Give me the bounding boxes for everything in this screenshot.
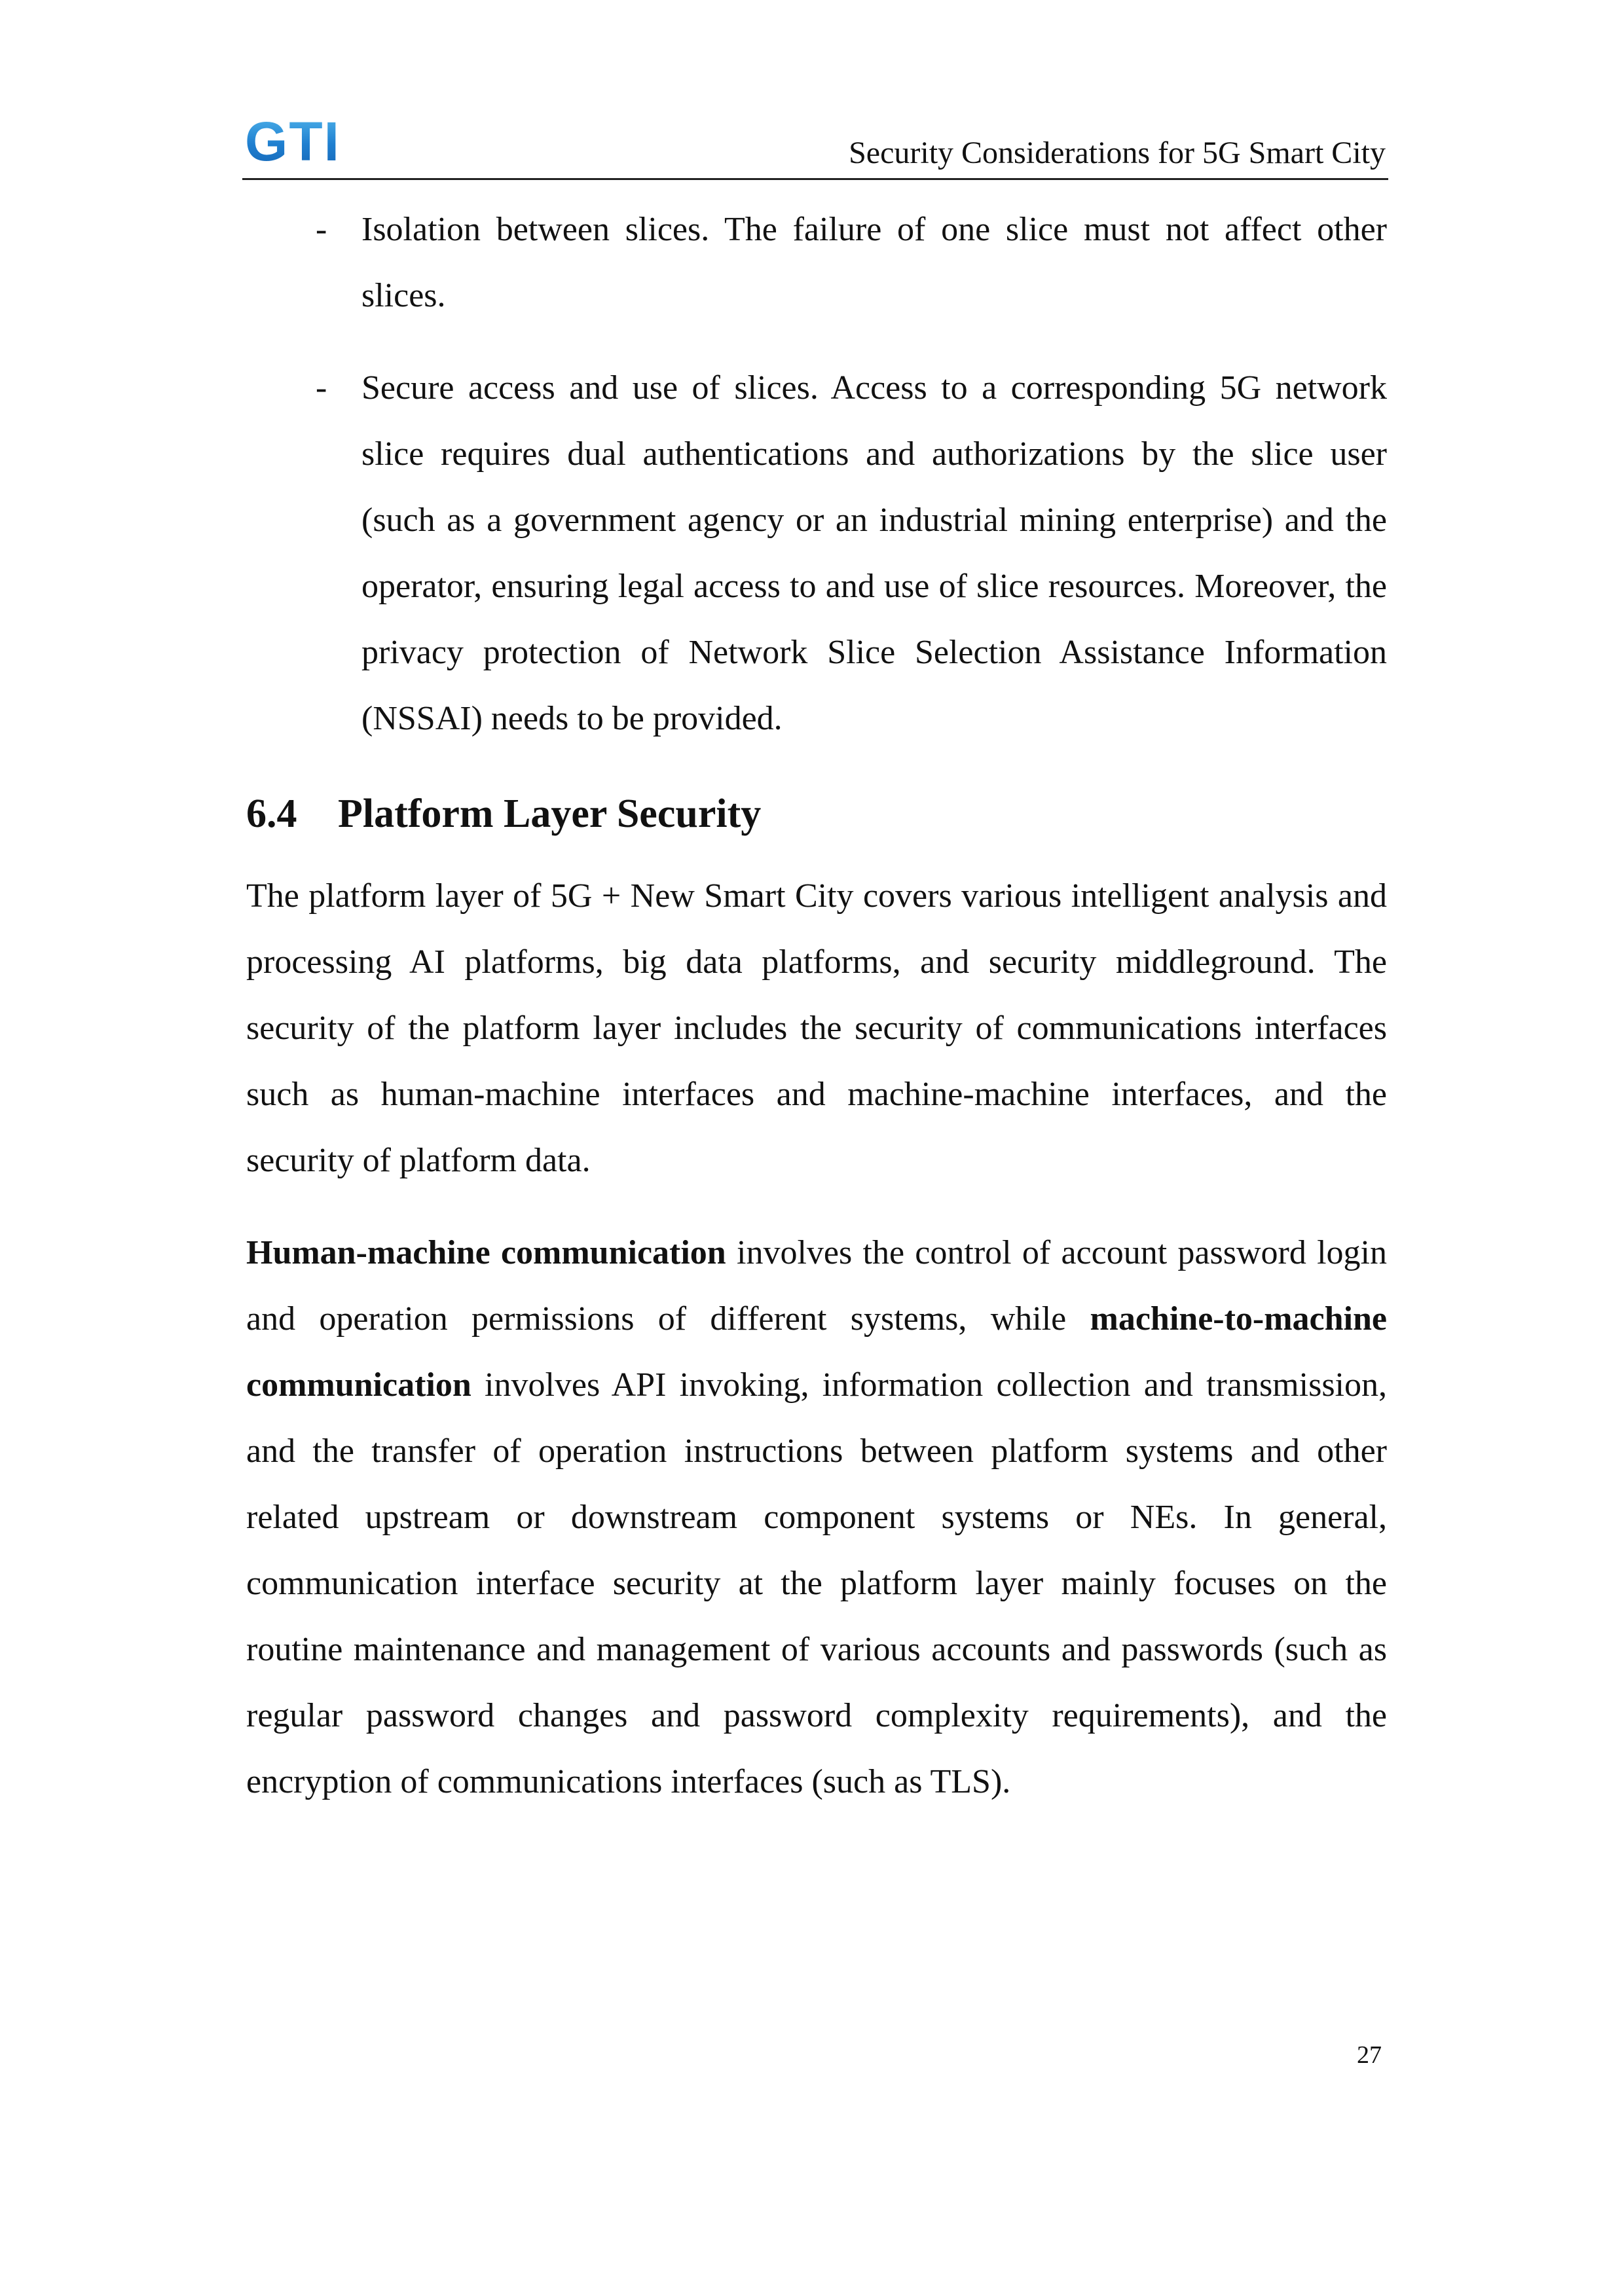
bold-term-machine-to-machine: machine-to-machine communication (246, 1300, 1387, 1404)
bullet-text: Isolation between slices. The failure of one slice must not affect other slices. (361, 211, 1387, 314)
paragraph-platform-layer (246, 863, 1387, 1194)
section-heading (246, 778, 1387, 850)
document-title: Security Considerations for 5G Smart City (849, 136, 1386, 170)
paragraph-communication (246, 1220, 1387, 1815)
bullet-text: Secure access and use of slices. Access to a corresponding 5G network slice requires dual authentications and authorizations by the slice user (such as a government agency or an industrial mining enterprise) and the operator, ensuring legal access to and use of slice resources. Moreover, the privacy protection of Network Slice Selection Assistance Information (NSSAI) needs to be provided. (361, 369, 1387, 737)
bullet-item-isolation (246, 196, 1387, 329)
main-content (246, 196, 1387, 1841)
bullet-dash: - (316, 211, 327, 248)
gti-logo: GTI (245, 111, 341, 172)
section-number: 6.4 (246, 792, 297, 836)
paragraph-text: The platform layer of 5G + New Smart City covers various intelligent analysis and processing AI platforms, big data platforms, and security middleground. The security of the platform layer includes the security of communications interfaces such as human-machine interfaces and machine-machine interfaces, and the security of platform data. (246, 877, 1387, 1179)
bullet-item-secure-access (246, 355, 1387, 752)
paragraph-segment: involves the control of account password login and operation permissions of different systems, while (246, 1234, 1387, 1338)
paragraph-text (246, 1220, 1387, 1815)
paragraph-segment: involves API invoking, information collection and transmission, and the transfer of operation instructions between platform systems and other related upstream or downstream component systems or NEs. In general, communication interface security at the platform layer mainly focuses on the routine maintenance and management of various accounts and passwords (such as regular password changes and password complexity requirements), and the encryption of communications interfaces (such as TLS). (246, 1366, 1387, 1800)
page-number: 27 (1357, 2041, 1382, 2069)
section-title: Platform Layer Security (338, 792, 762, 836)
bold-term-human-machine: Human-machine communication (246, 1234, 726, 1271)
bullet-dash: - (316, 369, 327, 407)
page-header (242, 105, 1388, 180)
